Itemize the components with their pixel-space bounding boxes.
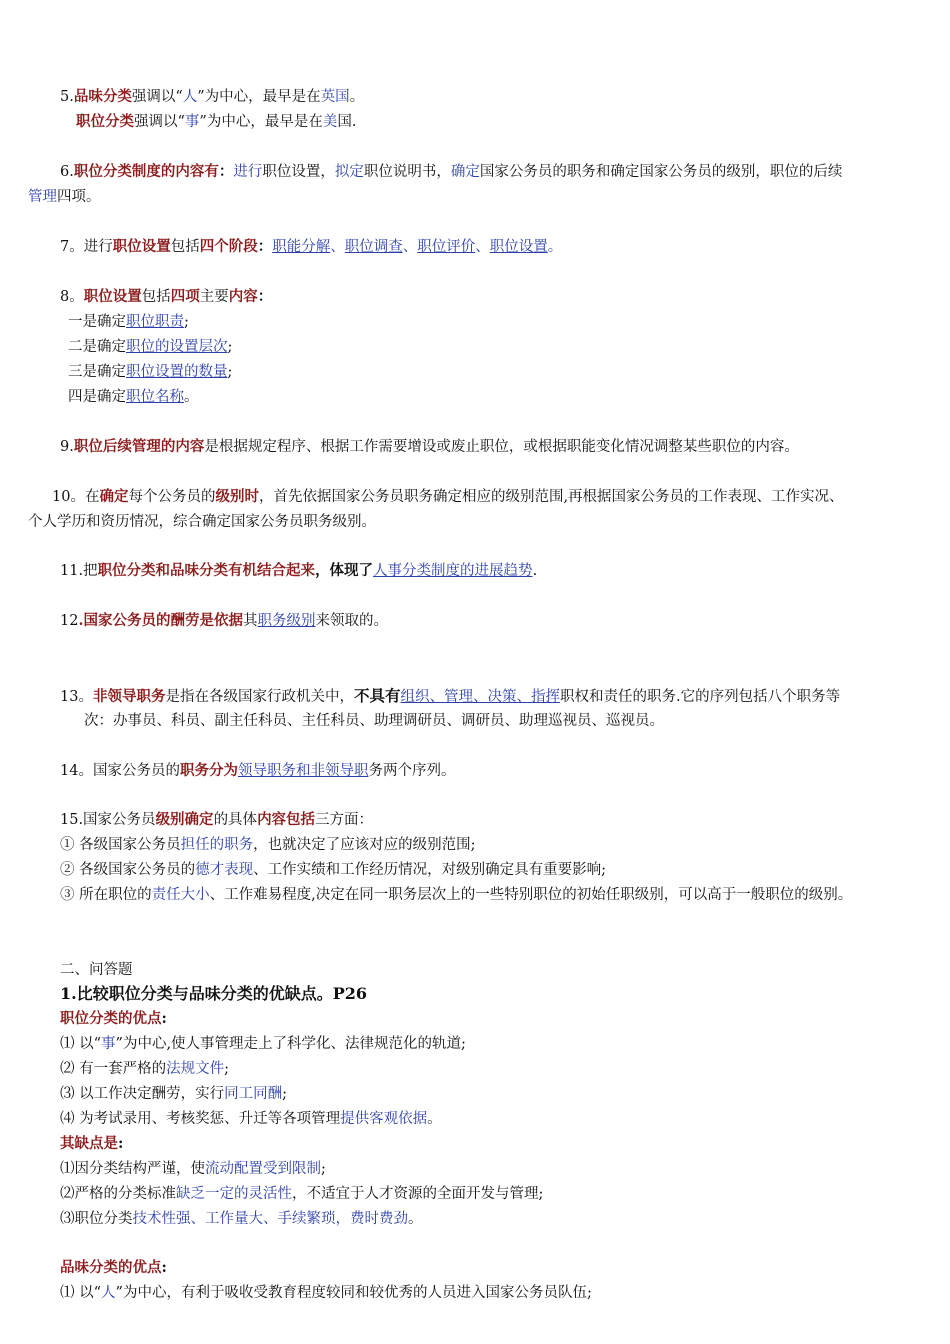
text: 包括: [170, 239, 200, 255]
text: 。: [184, 389, 199, 405]
item-7: [60, 237, 562, 257]
item-15-sub-1: [60, 835, 476, 855]
item-15: [60, 810, 373, 830]
term: 职位设置: [112, 238, 171, 255]
item-5: [60, 87, 364, 107]
term-zhiwei: 职位分类: [76, 113, 134, 130]
keyword: 技术性强、工作量大、手续繁琐，费时费劲: [132, 1211, 408, 1227]
underlined-term: 职位评价: [417, 239, 476, 255]
keyword: 流动配置受到限制: [205, 1161, 321, 1177]
text: 强调以“: [131, 89, 183, 105]
text: 、: [330, 239, 345, 255]
keyword: 确定: [450, 164, 480, 180]
text: 、工作难易程度,决定在同一职务层次上的一些特别职位的初始任职级别，可以高于一般职位的级别。: [209, 887, 853, 903]
text: ⑴因分类结构严谨，使: [60, 1161, 205, 1177]
text: 个人学历和资历情况，综合确定国家公务员职务级别。: [28, 514, 376, 530]
text: ;: [321, 1161, 326, 1177]
item-10: [52, 487, 844, 507]
text: ;: [227, 364, 233, 380]
term: 品味分类的优点: [60, 1259, 162, 1276]
keyword: 英国: [320, 89, 350, 105]
term: 级别时: [215, 488, 259, 505]
item-number: 10。在: [52, 489, 100, 505]
text: 其: [243, 613, 258, 629]
item-number: 9.: [60, 439, 74, 455]
con-3: [60, 1209, 423, 1229]
term: 级别确定: [155, 811, 214, 828]
text: 职位说明书，: [363, 164, 451, 180]
text: ：: [257, 288, 273, 305]
text: 1.比较职位分类与品味分类的优缺点。P26: [60, 984, 368, 1003]
underlined-term: 职务级别: [257, 613, 316, 629]
text: ⑵严格的分类标准: [60, 1186, 176, 1202]
text: 职位设置，: [262, 164, 335, 180]
text: ，首先依据国家公务员职务确定相应的级别范围,再根据国家公务员的工作表现、工作实况、: [258, 489, 844, 505]
text: 是根据规定程序、根据工作需要增设或废止职位，或根据职能变化情况调整某些职位的内容。: [204, 439, 799, 455]
text: ”为中心,使人事管理走上了科学化、法律规范化的轨道;: [115, 1036, 466, 1052]
text: ⑴ 以“: [60, 1285, 102, 1301]
item-8-sub-1: [68, 312, 189, 332]
item-number: 5.: [60, 89, 74, 105]
text: ;: [224, 1061, 229, 1077]
text: ;: [184, 314, 189, 330]
underlined-term: 职位名称: [126, 389, 184, 405]
term: 四项: [170, 288, 200, 305]
item-number: 12: [60, 613, 79, 629]
item-12: [60, 611, 388, 631]
keyword: 美: [322, 114, 338, 130]
pro-1: [60, 1034, 466, 1054]
item-8-sub-2: [68, 337, 232, 357]
term: 职位分类和品味分类有机结合起来: [97, 562, 316, 579]
text: ⑴ 以“: [60, 1036, 102, 1052]
question-1: [60, 984, 367, 1004]
term: 确定: [99, 488, 129, 505]
keyword: 担任的职务: [180, 837, 254, 853]
term: 职位分类的优点: [60, 1010, 162, 1027]
keyword: 事: [101, 1036, 116, 1052]
text: ⑶ 以工作决定酬劳，实行: [60, 1086, 225, 1102]
underlined-term: 职能分解: [272, 239, 331, 255]
item-6: [60, 162, 842, 182]
text: ，体现了: [315, 562, 374, 579]
item-number: 6.: [60, 164, 74, 180]
pros-title: [60, 1009, 167, 1029]
item-15-sub-3: [60, 885, 852, 905]
item-9: [60, 437, 799, 457]
text: ”为中心，有利于吸收受教育程度较同和较优秀的人员进入国家公务员队伍;: [115, 1285, 592, 1301]
text: ，也就决定了应该对应的级别范围;: [253, 837, 476, 853]
text: 一是确定: [68, 314, 126, 330]
con-2: [60, 1184, 543, 1204]
text: 包括: [141, 289, 171, 305]
text: ;: [282, 1086, 287, 1102]
item-13: [60, 686, 840, 707]
text: 每个公务员的: [128, 489, 216, 505]
text: 二是确定: [68, 339, 126, 355]
item-number: 7。进行: [60, 239, 113, 255]
text: 次：办事员、科员、副主任科员、主任科员、助理调研员、调研员、助理巡视员、巡视员。: [84, 713, 664, 729]
term: 职位分类制度的内容有: [73, 163, 219, 180]
term-pinwei: 品味分类: [73, 88, 132, 105]
text: :: [118, 1135, 124, 1152]
text: 国.: [337, 114, 357, 130]
text: 是指在各级国家行政机关中，: [165, 689, 354, 705]
text: 二、问答题: [60, 962, 133, 978]
item-number: 8。: [60, 289, 84, 305]
item-number: 14。国家公务员的: [60, 763, 180, 779]
pinwei-pros-title: [60, 1258, 167, 1278]
keyword: 进行: [233, 164, 263, 180]
text: 三是确定: [68, 364, 126, 380]
text: .: [532, 563, 538, 579]
text: ”为中心，最早是在: [199, 114, 323, 130]
text: ：: [257, 238, 273, 255]
text: 、: [402, 239, 418, 255]
item-number: 13。: [60, 689, 93, 705]
keyword: 拟定: [334, 164, 364, 180]
item-8-sub-3: [68, 362, 232, 382]
term: 非领导职务: [92, 688, 166, 705]
con-1: [60, 1159, 326, 1179]
text: 。: [427, 1111, 442, 1127]
item-8-sub-4: [68, 387, 199, 407]
keyword: 人: [101, 1285, 116, 1301]
text: ⑷ 为考试录用、考核奖惩、升迁等各项管理: [60, 1111, 341, 1127]
item-10-line-2: [28, 512, 376, 532]
section-heading: [60, 960, 133, 980]
text: 。: [349, 89, 365, 105]
pro-3: [60, 1084, 287, 1104]
item-8: [60, 287, 272, 307]
keyword: 人: [182, 89, 198, 105]
term: 内容: [228, 288, 258, 305]
text: ③ 所在职位的: [60, 887, 152, 903]
item-13-line-2: [84, 711, 664, 731]
term: 内容包括: [257, 811, 316, 828]
keyword: 提供客观依据: [340, 1111, 428, 1127]
term: 其缺点是: [60, 1135, 118, 1152]
text: 主要: [199, 289, 229, 305]
term: 职位设置: [83, 288, 142, 305]
text: ② 各级国家公务员的: [60, 862, 196, 878]
keyword: 法规文件: [166, 1061, 225, 1077]
keyword: 管理: [28, 189, 57, 205]
underlined-term: 职位职责: [126, 314, 184, 330]
underlined-term: 组织、管理、决策、指挥: [400, 689, 560, 705]
term: 职位后续管理的内容: [73, 438, 205, 455]
keyword: 缺乏一定的灵活性: [176, 1186, 292, 1202]
underlined-term: 人事分类制度的进展趋势: [373, 563, 533, 579]
underlined-term: 职位设置: [489, 239, 548, 255]
pinwei-pro-1: [60, 1283, 592, 1303]
text: ① 各级国家公务员: [60, 837, 181, 853]
underlined-term: 职位调查: [344, 239, 403, 255]
keyword: 事: [184, 114, 200, 130]
text: 来领取的。: [315, 613, 389, 629]
cons-title: [60, 1134, 123, 1154]
text: 。: [547, 239, 563, 255]
item-number: 15.国家公务员: [60, 812, 156, 828]
emphasis: 不具有: [353, 686, 401, 705]
term: 四个阶段: [199, 238, 258, 255]
text: 国家公务员的职务和确定国家公务员的级别，职位的后续: [479, 164, 843, 180]
text: ⑵ 有一套严格的: [60, 1061, 167, 1077]
item-15-sub-2: [60, 860, 606, 880]
text: 的具体: [213, 812, 258, 828]
text: 务两个序列。: [368, 763, 456, 779]
text: 三方面：: [315, 812, 374, 828]
keyword: 同工同酬: [224, 1086, 283, 1102]
text: 、工作实绩和工作经历情况，对级别确定具有重要影响;: [253, 862, 606, 878]
pro-2: [60, 1059, 229, 1079]
text: ⑶职位分类: [60, 1211, 133, 1227]
text: ：: [218, 163, 234, 180]
text: :: [161, 1259, 167, 1276]
item-14: [60, 761, 455, 781]
text: 四项。: [57, 189, 101, 205]
text: ，不适宜于人才资源的全面开发与管理;: [292, 1186, 544, 1202]
keyword: 责任大小: [151, 887, 210, 903]
underlined-term: 领导职务和非领导职: [237, 763, 369, 779]
term: .国家公务员的酬劳是依据: [78, 612, 244, 629]
text: ”为中心，最早是在: [197, 89, 321, 105]
text: 四是确定: [68, 389, 126, 405]
item-number: 11.把: [60, 563, 98, 579]
item-6-line-2: [28, 187, 101, 207]
text: 、: [475, 239, 490, 255]
text: 强调以“: [134, 114, 185, 130]
text: 职权和责任的职务.它的序列包括八个职务等: [559, 689, 841, 705]
underlined-term: 职位设置的数量: [126, 364, 228, 380]
text: ;: [227, 339, 233, 355]
item-11: [60, 561, 537, 581]
item-5-line-2: [76, 112, 356, 132]
text: 。: [408, 1211, 423, 1227]
text: :: [161, 1010, 167, 1027]
term: 职务分为: [179, 762, 238, 779]
keyword: 德才表现: [195, 862, 254, 878]
pro-4: [60, 1109, 442, 1129]
underlined-term: 职位的设置层次: [126, 339, 228, 355]
